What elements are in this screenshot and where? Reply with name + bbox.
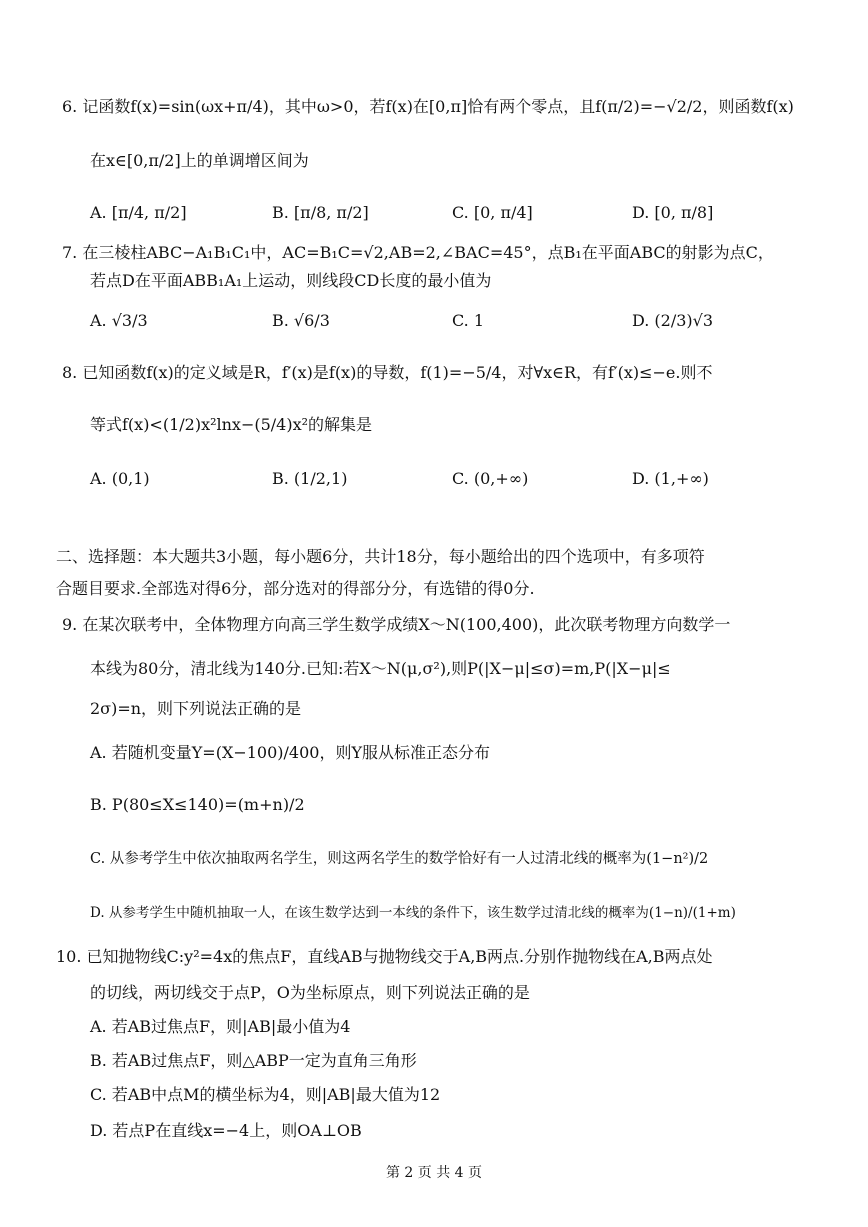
page-footer: 第 2 页 共 4 页 (385, 1165, 483, 1181)
q8-option-a: A. (0,1) (90, 469, 150, 488)
q9-option-c: C. 从参考学生中依次抽取两名学生，则这两名学生的数学恰好有一人过清北线的概率为(1−n²)/2 (90, 851, 709, 867)
q7-option-c: C. 1 (452, 311, 485, 330)
q6-stem-line1: 6. 记函数f(x)=sin(ωx+π/4)，其中ω>0，若f(x)在[0,π]恰有两个零点，且f(π/2)=−√2/2，则函数f(x) (62, 97, 794, 116)
q10-option-d: D. 若点P在直线x=−4上，则OA⊥OB (90, 1121, 362, 1140)
q10-stem-line2: 的切线，两切线交于点P，O为坐标原点，则下列说法正确的是 (90, 983, 530, 1002)
q7-stem-line2: 若点D在平面ABB₁A₁上运动，则线段CD长度的最小值为 (90, 271, 492, 290)
q10-option-c: C. 若AB中点M的横坐标为4，则|AB|最大值为12 (90, 1085, 441, 1104)
q9-stem-line3: 2σ)=n，则下列说法正确的是 (90, 699, 302, 718)
q7-option-a: A. √3/3 (90, 311, 148, 330)
section2-heading-line2: 合题目要求.全部选对得6分，部分选对的得部分分，有选错的得0分. (56, 579, 535, 598)
q7-option-d: D. (2/3)√3 (632, 311, 714, 330)
q6-stem-line2: 在x∈[0,π/2]上的单调增区间为 (90, 151, 309, 170)
q6-option-a: A. [π/4, π/2] (90, 203, 187, 222)
q8-stem-line1: 8. 已知函数f(x)的定义域是R，f′(x)是f(x)的导数，f(1)=−5/4，对∀x∈R，有f′(x)≤−e.则不 (62, 363, 713, 382)
q8-stem-line2: 等式f(x)<(1/2)x²lnx−(5/4)x²的解集是 (90, 415, 373, 434)
q8-option-c: C. (0,+∞) (452, 469, 529, 488)
q9-stem-line2: 本线为80分，清北线为140分.已知:若X～N(μ,σ²),则P(|X−μ|≤σ)=m,P(|X−μ|≤ (90, 659, 671, 678)
q7-option-b: B. √6/3 (272, 311, 330, 330)
q10-option-b: B. 若AB过焦点F，则△ABP一定为直角三角形 (90, 1051, 417, 1070)
q10-option-a: A. 若AB过焦点F，则|AB|最小值为4 (90, 1017, 351, 1036)
q7-stem-line1: 7. 在三棱柱ABC−A₁B₁C₁中，AC=B₁C=√2,AB=2,∠BAC=45°，点B₁在平面ABC的射影为点C， (62, 243, 774, 262)
q8-option-b: B. (1/2,1) (272, 469, 348, 488)
q9-option-d: D. 从参考学生中随机抽取一人，在该生数学达到一本线的条件下，该生数学过清北线的概率为(1−n)/(1+m) (90, 905, 736, 921)
q9-option-b: B. P(80≤X≤140)=(m+n)/2 (90, 795, 305, 814)
section2-heading-line1: 二、选择题：本大题共3小题，每小题6分，共计18分，每小题给出的四个选项中，有多项符 (56, 547, 705, 566)
q6-option-d: D. [0, π/8] (632, 203, 714, 222)
q9-option-a: A. 若随机变量Y=(X−100)/400，则Y服从标准正态分布 (90, 743, 491, 762)
q8-option-d: D. (1,+∞) (632, 469, 709, 488)
q6-option-b: B. [π/8, π/2] (272, 203, 369, 222)
q9-stem-line1: 9. 在某次联考中，全体物理方向高三学生数学成绩X～N(100,400)，此次联考物理方向数学一 (62, 615, 731, 634)
q10-stem-line1: 10. 已知抛物线C:y²=4x的焦点F，直线AB与抛物线交于A,B两点.分别作抛物线在A,B两点处 (56, 947, 713, 966)
q6-option-c: C. [0, π/4] (452, 203, 533, 222)
